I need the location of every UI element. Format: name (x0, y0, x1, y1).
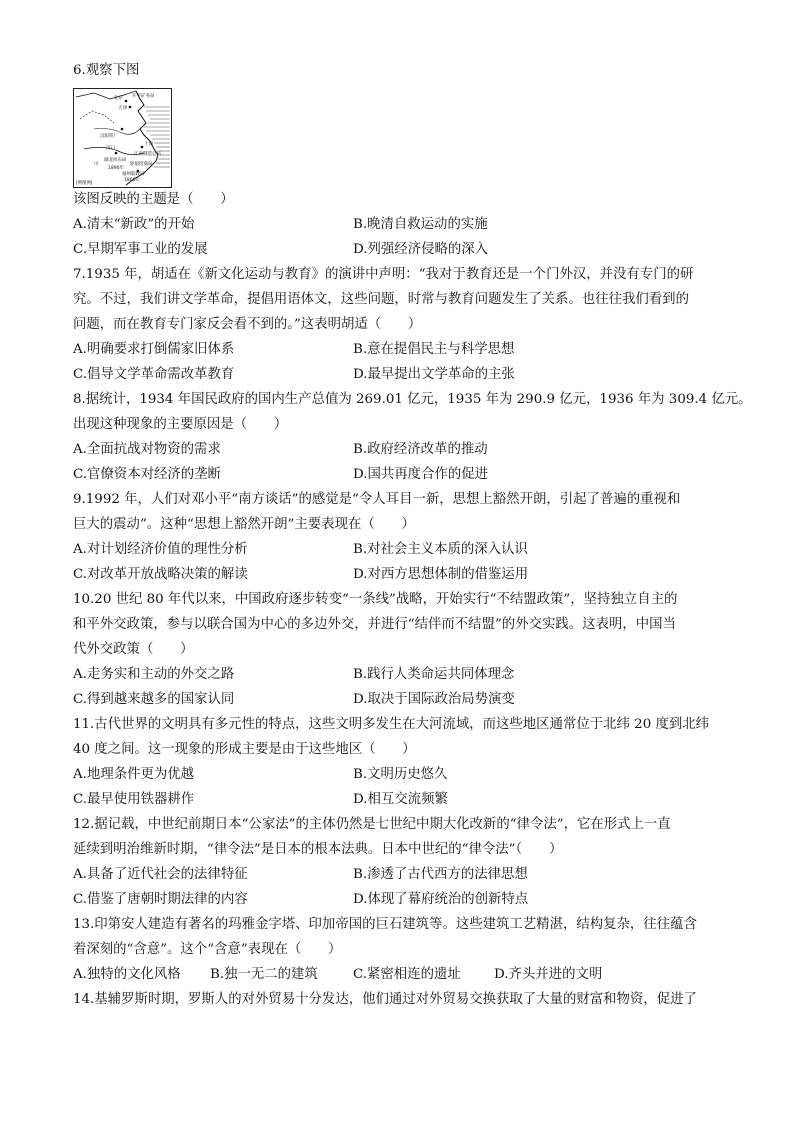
q11-stem-line1: 11.古代世界的文明具有多元性的特点，这些文明多发生在大河流域，而这些地区通常位于北纬 20 度到北纬 (73, 717, 710, 732)
q7-option-a: A.明确要求打倒儒家旧体系 (73, 342, 235, 357)
q8-option-c: C.官僚资本对经济的垄断 (73, 467, 221, 482)
map-label-j: 川 (94, 162, 99, 167)
map-legend: |例图例| (76, 181, 93, 186)
q13-option-d: D.齐头并进的文明 (494, 967, 603, 982)
q9-option-c: C.对改革开放战略决策的解读 (73, 567, 248, 582)
q11-option-c: C.最早使用铁器耕作 (73, 792, 195, 807)
q6-map (73, 88, 172, 188)
q8-stem-line1: 8.据统计，1934 年国民政府的国内生产总值为 269.01 亿元，1935 年为 290.9 亿元，1936 年为 309.4 亿元。 (73, 392, 752, 407)
q8-option-a: A.全面抗战对物资的需求 (73, 442, 221, 457)
q10-option-c: C.得到越来越多的国家认同 (73, 692, 235, 707)
q7-option-c: C.倡导文学革命需改革教育 (73, 367, 235, 382)
q14-stem-line1: 14.基辅罗斯时期，罗斯人的对外贸易十分发达，他们通过对外贸易交换获取了大量的财富和物资，促进了 (73, 992, 697, 1007)
q10-option-d: D.取决于国际政治局势演变 (353, 692, 515, 707)
q6-option-a: A.清末“新政”的开始 (73, 217, 195, 232)
q13-option-c: C.紧密相连的遗址 (353, 967, 461, 982)
q7-option-b: B.意在提倡民主与科学思想 (353, 342, 515, 357)
q13-option-b: B.独一无二的建筑 (210, 967, 318, 982)
q8-option-b: B.政府经济改革的推动 (353, 442, 488, 457)
q7-option-d: D.最早提出文学革命的主张 (353, 367, 515, 382)
map-label-c: 开平矿务局 (132, 94, 155, 99)
q12-option-b: B.渗透了古代西方的法律思想 (353, 867, 528, 882)
q7-stem-line3: 问题，而在教育专门家反会看不到的。”这表明胡适（ ） (73, 317, 422, 332)
q7-stem-line1: 7.1935 年，胡适在《新文化运动与教育》的演讲中声明：“我对于教育还是一个门外汉，并没有专门的研 (73, 267, 694, 282)
q12-option-a: A.具备了近代社会的法律特征 (73, 867, 248, 882)
q13-stem-line2: 着深刻的“含意”。这个“含意”表现在（ ） (73, 942, 342, 957)
q10-stem-line3: 代外交政策（ ） (73, 642, 194, 657)
q11-option-b: B.文明历史悠久 (353, 767, 448, 782)
q13-option-a: A.独特的文化风格 (73, 967, 181, 982)
q13-stem-line1: 13.印第安人建造有著名的玛雅金字塔、印加帝国的巨石建筑等。这些建筑工艺精湛，结构复杂，往往蕴含 (73, 917, 697, 932)
map-label-d: 汉阳铁厂 (100, 134, 118, 139)
q9-option-b: B.对社会主义本质的深入认识 (353, 542, 528, 557)
map-label-b: 天津 (118, 106, 127, 111)
q9-stem-line2: 巨大的震动”。这种“思想上豁然开朗”主要表现在（ ） (73, 517, 415, 532)
q10-stem-line2: 和平外交政策，参与以联合国为中心的多边外交，并进行“结伴而不结盟”的外交实践。这表明，中国当 (73, 617, 676, 632)
map-label-g: 湖北织布局 (104, 158, 127, 163)
q6-option-d: D.列强经济侵略的深入 (353, 242, 489, 257)
q12-stem-line2: 延续到明治维新时期，“律令法”是日本的根本法典。日本中世纪的“律令法”（ ） (73, 842, 563, 857)
map-label-k: 福州船政局 (122, 172, 145, 177)
map-label-l: 轮船招商局 (130, 162, 153, 167)
q12-option-c: C.借鉴了唐朝时期法律的内容 (73, 892, 248, 907)
map-label-i: 1890年 (108, 166, 124, 171)
q10-option-b: B.践行人类命运共同体理念 (353, 667, 515, 682)
q8-option-d: D.国共再度合作的促进 (353, 467, 489, 482)
q6-stem: 6.观察下图 (73, 63, 140, 78)
q6-option-c: C.早期军事工业的发展 (73, 242, 208, 257)
q9-option-a: A.对计划经济价值的理性分析 (73, 542, 248, 557)
q6-option-b: B.晚清自救运动的实施 (353, 217, 488, 232)
q11-option-a: A.地理条件更为优越 (73, 767, 195, 782)
map-label-f: 汉口 (106, 146, 115, 151)
q10-option-a: A.走务实和主动的外交之路 (73, 667, 235, 682)
q11-stem-line2: 40 度之间。这一现象的形成主要是由于这些地区（ ） (73, 742, 416, 757)
q11-option-d: D.相互交流频繁 (353, 792, 448, 807)
q6-question: 该图反映的主题是（ ） (73, 192, 234, 207)
q12-stem-line1: 12.据记载，中世纪前期日本“公家法”的主体仍然是七世纪中期大化改新的“律令法”，它在形式上一直 (73, 817, 671, 832)
q12-option-d: D.体现了幕府统治的创新特点 (353, 892, 529, 907)
map-label-e: 上海 (144, 142, 153, 147)
map-label-m: 1866年 (124, 178, 140, 183)
q9-option-d: D.对西方思想体制的借鉴运用 (353, 567, 529, 582)
map-label-h: 江南制造总局 (134, 152, 161, 157)
q10-stem-line1: 10.20 世纪 80 年代以来，中国政府逐步转变“一条线”战略，开始实行“不结盟政策”，坚持独立自主的 (73, 592, 678, 607)
map-label-a: 北京 (114, 96, 123, 101)
q8-stem-line2: 出现这种现象的主要原因是（ ） (73, 417, 288, 432)
q7-stem-line2: 究。不过，我们讲文学革命，提倡用语体文，这些问题，时常与教育问题发生了关系。也往往我们看到的 (73, 292, 689, 307)
q9-stem-line1: 9.1992 年，人们对邓小平“南方谈话”的感觉是“令人耳目一新，思想上豁然开朗，引起了普遍的重视和 (73, 492, 681, 507)
